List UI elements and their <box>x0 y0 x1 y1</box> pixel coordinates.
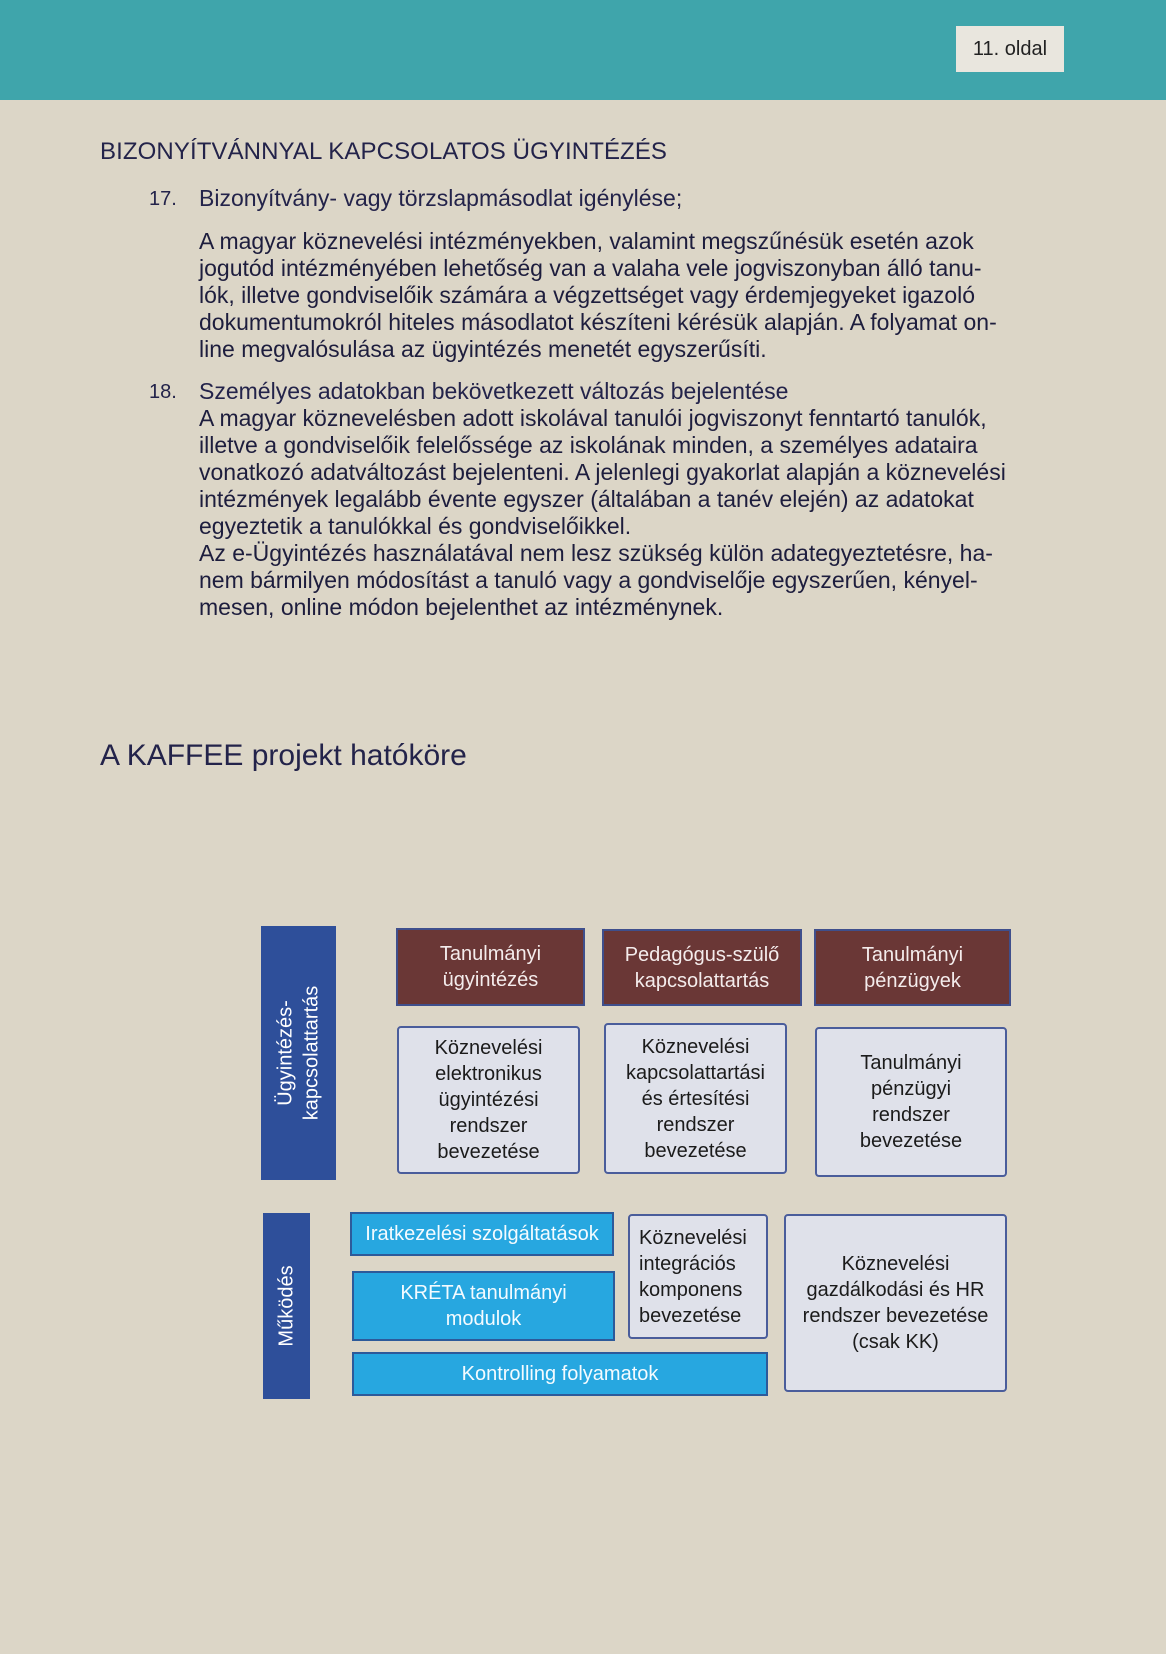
item-number: 18. <box>149 381 177 403</box>
item-title: Bizonyítvány- vagy törzslapmásodlat igénylése; <box>199 185 683 211</box>
box-label: Pedagógus-szülő kapcsolattartás <box>624 943 780 992</box>
box-ugyintezesi-rendszer <box>397 1026 580 1174</box>
paragraph-line: intézmények legalább évente egyszer (általában a tanév elején) az adatokat <box>199 486 974 512</box>
paragraph-line: jogutód intézményében lehetőség van a valaha vele jogviszonyban álló tanu- <box>199 255 982 281</box>
side-label-ugyintezes <box>261 926 336 1180</box>
paragraph-line: egyeztetik a tanulókkal és gondviselőikkel. <box>199 513 632 539</box>
box-iratkezeles <box>350 1212 614 1256</box>
item-paragraph <box>199 228 1065 363</box>
paragraph-line: mesen, online módon bejelenthet az intézménynek. <box>199 594 724 620</box>
side-label-text: Ügyintézés- kapcsolattartás <box>274 985 323 1121</box>
box-penzugyi-rendszer <box>815 1027 1007 1177</box>
side-label-text: Működés <box>275 1265 298 1347</box>
paragraph-line: A magyar köznevelésben adott iskolával tanulói jogviszonyt fenntartó tanulók, <box>199 405 987 431</box>
paragraph-line: A magyar köznevelési intézményekben, valamint megszűnésük esetén azok <box>199 228 974 254</box>
box-label: Kontrolling folyamatok <box>461 1363 659 1385</box>
scope-heading: A KAFFEE projekt hatóköre <box>100 739 467 772</box>
box-label: KRÉTA tanulmányi modulok <box>400 1282 567 1330</box>
section-title: BIZONYÍTVÁNNYAL KAPCSOLATOS ÜGYINTÉZÉS <box>100 138 668 165</box>
box-label: Tanulmányi pénzügyek <box>861 943 964 992</box>
box-label: Köznevelési integrációs komponens bevezetése <box>639 1226 747 1327</box>
header-pedagogus-szulo <box>602 929 802 1006</box>
box-kapcsolattartasi-rendszer <box>604 1023 787 1174</box>
item-paragraph <box>199 405 1065 621</box>
paragraph-line: vonatkozó adatváltozást bejelenteni. A jelenlegi gyakorlat alapján a köznevelési <box>199 459 1006 485</box>
header-tanulmanyi-penzugyek <box>814 929 1011 1006</box>
box-label: Köznevelési elektronikus ügyintézési rendszer bevezetése <box>434 1037 543 1163</box>
box-label: Köznevelési gazdálkodási és HR rendszer bevezetése (csak KK) <box>802 1253 989 1353</box>
box-label: Tanulmányi pénzügyi rendszer bevezetése <box>859 1052 963 1152</box>
item-number: 17. <box>149 188 177 210</box>
page-number: 11. oldal <box>956 26 1064 72</box>
box-integracio <box>628 1214 768 1339</box>
header-tanulmanyi-ugyintezes <box>396 928 585 1006</box>
box-label: Iratkezelési szolgáltatások <box>365 1223 599 1245</box>
box-kreta <box>352 1271 615 1341</box>
box-label: Tanulmányi ügyintézés <box>439 943 542 991</box>
paragraph-line: lók, illetve gondviselőik számára a végzettséget vagy érdemjegyeket igazoló <box>199 282 976 308</box>
box-gazdalkodas <box>784 1214 1007 1392</box>
item-title: Személyes adatokban bekövetkezett változás bejelentése <box>199 378 789 404</box>
box-kontrolling <box>352 1352 768 1396</box>
box-label: Köznevelési kapcsolattartási és értesítési rendszer bevezetése <box>626 1035 765 1162</box>
paragraph-line: line megvalósulása az ügyintézés menetét egyszerűsíti. <box>199 336 767 362</box>
paragraph-line: Az e-Ügyintézés használatával nem lesz szükség külön adategyeztetésre, ha- <box>199 540 993 566</box>
paragraph-line: nem bármilyen módosítást a tanuló vagy a gondviselője egyszerűen, kényel- <box>199 567 978 593</box>
paragraph-line: illetve a gondviselőik felelőssége az iskolának minden, a személyes adataira <box>199 432 978 458</box>
side-label-mukodes <box>263 1213 310 1399</box>
paragraph-line: dokumentumokról hiteles másodlatot készíteni kérésük alapján. A folyamat on- <box>199 309 997 335</box>
